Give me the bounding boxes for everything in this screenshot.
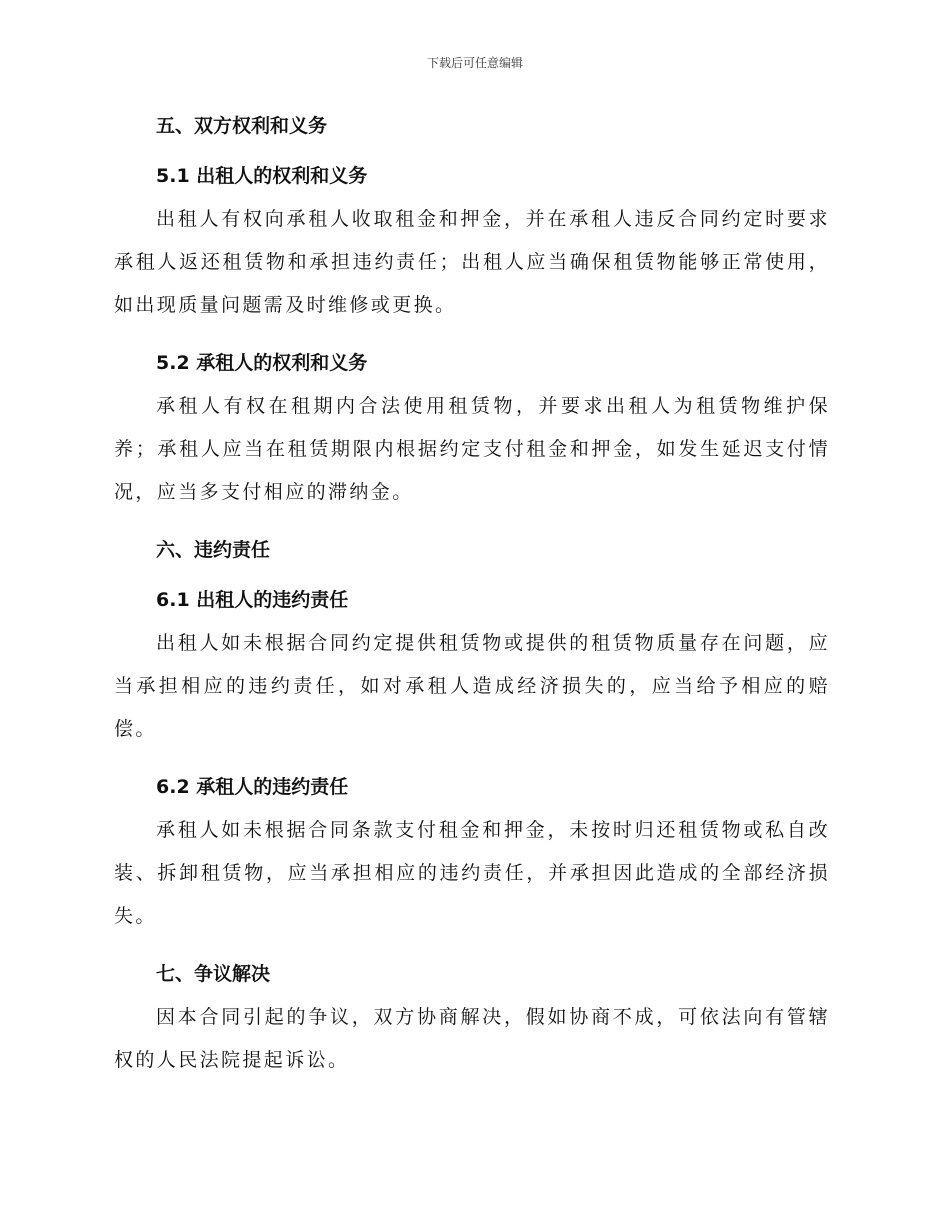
section-heading-7: 七、争议解决 — [156, 963, 271, 985]
paragraph-6-2: 承租人如未根据合同条款支付租金和押金，未按时归还租赁物或私自改装、拆卸租赁物，应当承担相应的违约责任，并承担因此造成的全部经济损失。 — [114, 819, 830, 927]
section-heading-6: 六、违约责任 — [156, 539, 271, 561]
subsection-heading-5-1: 5.1 出租人的权利和义务 — [156, 165, 368, 187]
subsection-heading-5-2: 5.2 承租人的权利和义务 — [156, 352, 368, 374]
section-heading-5: 五、双方权利和义务 — [156, 115, 328, 137]
subsection-heading-6-1: 6.1 出租人的违约责任 — [156, 589, 349, 611]
paragraph-5-2: 承租人有权在租期内合法使用租赁物，并要求出租人为租赁物维护保养；承租人应当在租赁期限内根据约定支付租金和押金，如发生延迟支付情况，应当多支付相应的滞纳金。 — [114, 395, 830, 503]
page-header-note: 下载后可任意编辑 — [426, 56, 523, 70]
paragraph-7: 因本合同引起的争议，双方协商解决，假如协商不成，可依法向有管辖权的人民法院提起诉讼。 — [114, 1006, 830, 1071]
document-body — [114, 112, 830, 1082]
subsection-heading-6-2: 6.2 承租人的违约责任 — [156, 776, 349, 798]
paragraph-6-1: 出租人如未根据合同约定提供租赁物或提供的租赁物质量存在问题，应当承担相应的违约责任，如对承租人造成经济损失的，应当给予相应的赔偿。 — [114, 632, 830, 740]
paragraph-5-1: 出租人有权向承租人收取租金和押金，并在承租人违反合同约定时要求承租人返还租赁物和承担违约责任；出租人应当确保租赁物能够正常使用，如出现质量问题需及时维修或更换。 — [114, 208, 830, 316]
